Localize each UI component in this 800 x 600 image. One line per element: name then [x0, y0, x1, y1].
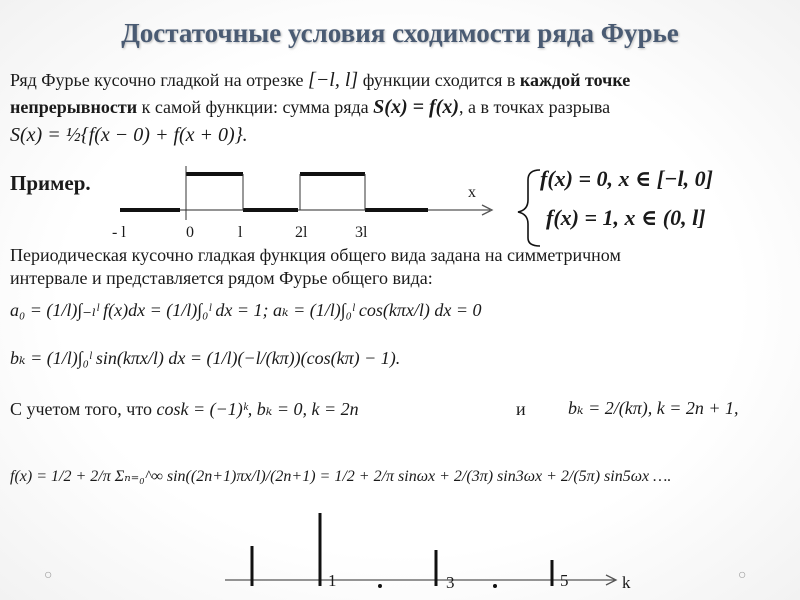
condition-math-2: bₖ = 2/(kπ), k = 2n + 1, [568, 398, 739, 418]
graph-tick: l [238, 224, 243, 241]
graph-tick: 2l [295, 224, 308, 241]
cases-brace [518, 170, 540, 246]
spectrum-label: 5 [560, 571, 569, 590]
condition-text: С учетом того, что [10, 399, 157, 419]
condition-line [10, 398, 359, 420]
graph-tick: 0 [186, 224, 194, 241]
circle-icon: ○ [44, 568, 53, 583]
periodic-line-1: Периодическая кусочно гладкая функция общего вида задана на симметричном [10, 245, 621, 265]
slide-title: Достаточные условия сходимости ряда Фурье [121, 18, 679, 48]
circle-icon: ○ [738, 568, 747, 583]
a-coefficients: a₀ = (1/l)∫₋ₗˡ f(x)dx = (1/l)∫₀ˡ dx = 1; aₖ = (1/l)∫₀ˡ cos(kπx/l) dx = 0 [10, 300, 482, 320]
condition-math: cosk = (−1)ᵏ, bₖ = 0, k = 2n [156, 399, 359, 419]
case-1: f(x) = 0, x ∈ [−l, 0] [540, 166, 713, 191]
graph-tick: - l [112, 224, 126, 241]
half-sum-formula: S(x) = ½{f(x − 0) + f(x + 0)}. [10, 124, 248, 146]
example-label: Пример. [10, 171, 91, 195]
spectrum-dot [378, 584, 382, 588]
intro-text: к самой функции: сумма ряда [137, 97, 374, 117]
fourier-series: f(x) = 1/2 + 2/π Σₙ₌₀^∞ sin((2n+1)πx/l)/(2n+1) = 1/2 + 2/π sinωx + 2/(3π) sin3ωx + 2/(5π) sin5ωx …. [10, 468, 672, 485]
spectrum-label: 1 [328, 571, 337, 590]
b-coefficient: bₖ = (1/l)∫₀ˡ sin(kπx/l) dx = (1/l)(−l/(kπ))(cos(kπ) − 1). [10, 348, 401, 368]
periodic-line-2: интервале и представляется рядом Фурье общего вида: [10, 268, 433, 288]
sx-math: S(x) = f(x) [373, 96, 459, 118]
case-2: f(x) = 1, x ∈ (0, l] [546, 205, 706, 230]
intro-text: функции сходится в [358, 70, 520, 90]
spectrum-label: 3 [446, 573, 455, 592]
condition-and: и [516, 399, 526, 419]
intro-text: , а в точках разрыва [458, 97, 611, 117]
spectrum-axis-label: k [622, 573, 631, 592]
intro-bold: непрерывности [10, 97, 138, 117]
intro-text: Ряд Фурье кусочно гладкой на отрезке [10, 70, 309, 90]
intro-bold: каждой точке [519, 70, 631, 90]
graph-tick: 3l [355, 224, 368, 241]
interval-math: [−l, l] [308, 69, 359, 91]
graph-axis-x-label: x [468, 184, 476, 201]
spectrum-dot [493, 584, 497, 588]
